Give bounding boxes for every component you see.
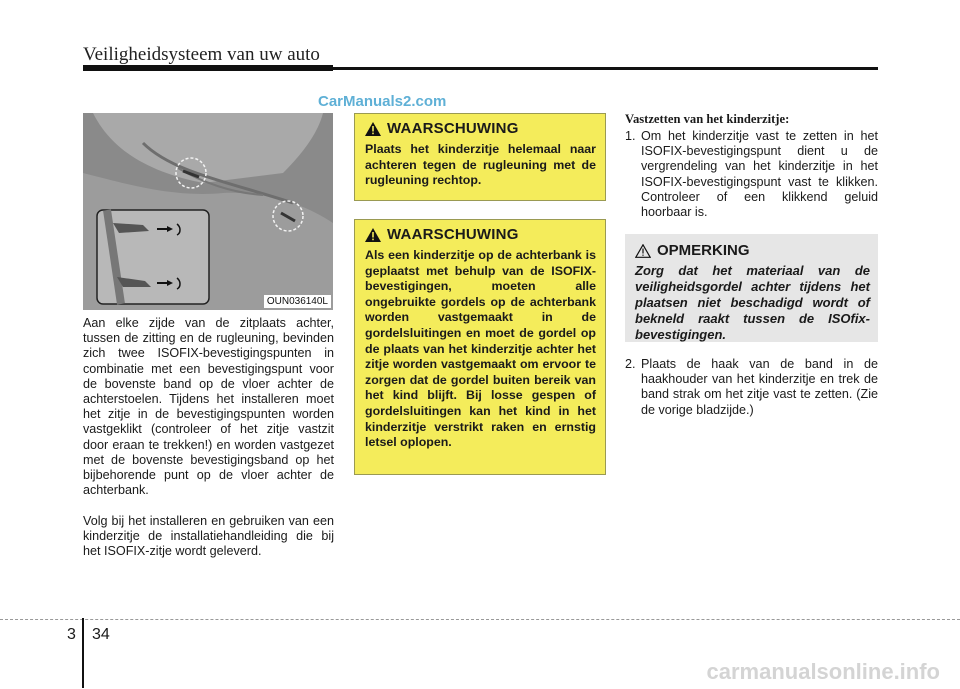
seat-illustration — [83, 113, 333, 310]
header-rule-accent — [83, 65, 333, 71]
footer-rule — [0, 619, 960, 620]
step-text: Plaats de haak van de band in de haakhouder van het kinderzitje en trek de band strak om het zitje vast te zetten. (Zie de vorige bladzijde.) — [641, 357, 878, 417]
caution-triangle-icon — [635, 244, 651, 258]
watermark-bottom: carmanualsonline.info — [706, 659, 940, 684]
step-2 — [625, 357, 878, 418]
section-title: Vastzetten van het kinderzitje: — [625, 112, 790, 126]
step-number: 2. — [625, 357, 636, 371]
chapter-number: 3 — [67, 626, 76, 643]
warning-triangle-icon — [365, 228, 381, 242]
step-number: 1. — [625, 129, 636, 143]
page-header-title: Veiligheidsysteem van uw auto — [83, 44, 320, 65]
figure-code: OUN036140L — [264, 295, 331, 308]
warning-title: WAARSCHUWING — [387, 226, 519, 243]
note-box — [625, 234, 878, 342]
step-1 — [625, 129, 878, 220]
warning-text: Plaats het kinderzitje helemaal naar achteren tegen de rugleuning met de rugleuning rechtop. — [365, 142, 596, 188]
warning-box-1 — [354, 113, 606, 201]
warning-text: Als een kinderzitje op de achterbank is geplaatst met behulp van de ISOFIX-bevestigingen, moeten alle ongebruikte gordels op de achterbank worden vastgemaakt in de gordelsluitingen en moet de gordel op de plaats van het kinderzitje achter het zitje worden vastgemaakt om ervoor te zorgen dat de gordel buiten bereik van het kind blijft. Bij losse gespen of gordelsluitingen kan het kind in het kinderzitje verstrikt raken en ernstig letsel oplopen. — [365, 248, 596, 450]
note-title: OPMERKING — [657, 242, 750, 259]
page-number: 34 — [92, 626, 110, 643]
step-text: Om het kinderzitje vast te zetten in het ISOFIX-bevestigingspunt dient u de vergrendeling van het kinderzitje in het ISOFIX-bevestigingspunt vast te klikken. Controleer of een klikkend geluid hoorbaar is. — [641, 129, 878, 220]
watermark-top: CarManuals2.com — [318, 93, 447, 110]
intro-paragraph: Aan elke zijde van de zitplaats achter, tussen de zitting en de rugleuning, bevinden zich twee ISOFIX-bevestigingspunten in combinatie met een bevestigingspunt voor de bovenste band op de vloer achter de achterstoelen. Tijdens het installeren moet het zitje in de bevestigingspunten worden vastgeklikt (controleer of het zitje vastzit door eraan te trekken!) en worden vastgezet met de bovenste bevestigingsband op het bijbehorende punt op de vloer achter de achterbank. — [83, 316, 334, 498]
note-text: Zorg dat het materiaal van de veiligheidsgordel achter tijdens het plaatsen niet beschadigd wordt of bekneld raakt tussen de ISOfix-bevestigingen. — [635, 263, 870, 342]
warning-title: WAARSCHUWING — [387, 120, 519, 137]
isofix-seat-photo — [83, 113, 333, 310]
page-separator — [82, 618, 84, 688]
instruction-paragraph: Volg bij het installeren en gebruiken van een kinderzitje de installatiehandleiding die bij het ISOFIX-zitje wordt geleverd. — [83, 514, 334, 559]
warning-triangle-icon — [365, 122, 381, 136]
warning-box-2 — [354, 219, 606, 475]
